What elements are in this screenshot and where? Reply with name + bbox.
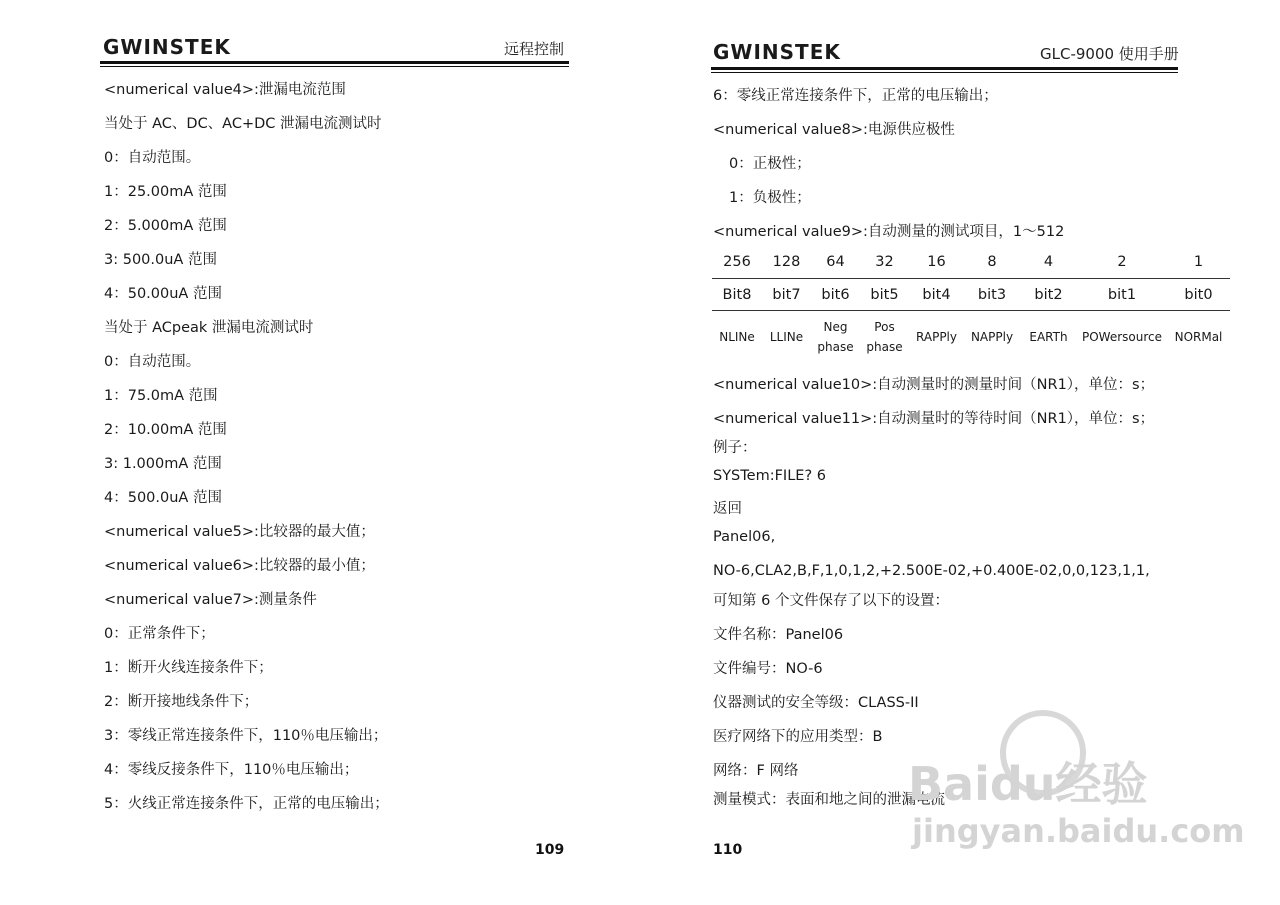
gwinstek-logo-right: GWINSTEK	[713, 40, 841, 64]
manual-title-right: GLC-9000 使用手册	[1040, 45, 1179, 63]
text-line: Panel06,	[713, 529, 776, 545]
test-item-label: Pos	[874, 320, 895, 334]
header-rule-left-thin	[100, 66, 569, 67]
text-line: 5：火线正常连接条件下，正常的电压输出；	[104, 796, 389, 812]
text-line: <numerical value10>:自动测量时的测量时间（NR1），单位：s；	[713, 377, 1155, 393]
bit-value-cell: 256	[712, 246, 762, 279]
text-line: 1：25.00mA 范围	[104, 184, 227, 200]
text-line: <numerical value7>:测量条件	[104, 592, 317, 608]
text-line: 4：500.0uA 范围	[104, 490, 222, 506]
bit-table	[712, 246, 1230, 363]
text-line: 3：零线正常连接条件下，110％电压输出；	[104, 728, 388, 744]
text-line: 文件名称：Panel06	[713, 627, 844, 643]
text-line: 2：断开接地线条件下；	[104, 694, 259, 710]
bit-index-cell: bit7	[762, 279, 811, 311]
text-line: 当处于 AC、DC、AC+DC 泄漏电流测试时	[104, 116, 382, 132]
page-number-left: 109	[535, 842, 565, 858]
header-rule-right-thin	[711, 72, 1178, 73]
watermark-url: jingyan.baidu.com	[912, 812, 1245, 850]
test-item-cell	[712, 311, 762, 364]
text-line: 6：零线正常连接条件下，正常的电压输出；	[713, 88, 998, 104]
text-line: <numerical value11>:自动测量时的等待时间（NR1），单位：s；	[713, 411, 1155, 427]
text-line: 网络：F 网络	[713, 763, 799, 779]
text-line: 文件编号：NO-6	[713, 661, 823, 677]
text-line: SYSTem:FILE? 6	[713, 468, 826, 484]
bit-value-cell: 64	[811, 246, 860, 279]
bit-value-cell: 16	[909, 246, 964, 279]
section-title-left: 远程控制	[504, 40, 565, 58]
bit-index-cell: bit6	[811, 279, 860, 311]
bit-index-cell: bit4	[909, 279, 964, 311]
text-line: 2：5.000mA 范围	[104, 218, 227, 234]
bit-value-cell: 4	[1020, 246, 1077, 279]
text-line: <numerical value8>:电源供应极性	[713, 122, 955, 138]
text-line: 医疗网络下的应用类型：B	[713, 729, 883, 745]
text-line: 0：自动范围。	[104, 354, 201, 370]
text-line: 测量模式：表面和地之间的泄漏电流	[713, 792, 945, 808]
watermark-brand: Baidu经验	[908, 757, 1148, 811]
bit-value-row	[712, 246, 1230, 279]
text-line: 例子：	[713, 440, 757, 456]
bit-index-cell: bit2	[1020, 279, 1077, 311]
text-line: <numerical value9>:自动测量的测试项目，1～512	[713, 224, 1065, 240]
text-line: <numerical value5>:比较器的最大值；	[104, 524, 375, 540]
text-line: 1：75.0mA 范围	[104, 388, 218, 404]
text-line: 2：10.00mA 范围	[104, 422, 227, 438]
gwinstek-logo-left: GWINSTEK	[103, 35, 231, 59]
text-line: 1：负极性；	[729, 190, 811, 206]
text-line: 0：正常条件下；	[104, 626, 215, 642]
text-line: 3: 1.000mA 范围	[104, 456, 222, 472]
text-line: 3: 500.0uA 范围	[104, 252, 217, 268]
bit-value-cell: 128	[762, 246, 811, 279]
text-line: 返回	[713, 501, 742, 517]
text-line: 可知第 6 个文件保存了以下的设置：	[713, 593, 949, 609]
test-item-row	[712, 311, 1230, 364]
test-item-cell	[1020, 311, 1077, 364]
test-item-label: LLINe	[769, 330, 804, 344]
bit-index-cell: bit1	[1077, 279, 1167, 311]
bit-value-cell: 32	[860, 246, 909, 279]
test-item-cell	[860, 311, 909, 364]
test-item-label: NLINe	[719, 330, 755, 344]
text-line: 仪器测试的安全等级：CLASS-II	[713, 695, 919, 711]
test-item-label: RAPPly	[916, 330, 957, 344]
test-item-cell	[1077, 311, 1167, 364]
test-item-cell	[811, 311, 860, 364]
test-item-label: EARTh	[1029, 330, 1068, 344]
test-item-label: POWersource	[1081, 330, 1162, 344]
page-number-right: 110	[713, 842, 743, 858]
bit-index-cell: bit3	[964, 279, 1020, 311]
text-line: NO-6,CLA2,B,F,1,0,1,2,+2.500E-02,+0.400E-02,0,0,123,1,1,	[713, 563, 1150, 579]
bit-value-cell: 8	[964, 246, 1020, 279]
test-item-label: NAPPly	[970, 330, 1014, 344]
test-item-label-line2: phase	[817, 340, 854, 354]
bit-value-cell: 1	[1167, 246, 1230, 279]
bit-value-cell: 2	[1077, 246, 1167, 279]
text-line: <numerical value4>:泄漏电流范围	[104, 82, 346, 98]
text-line: <numerical value6>:比较器的最小值；	[104, 558, 375, 574]
text-line: 4：零线反接条件下，110％电压输出；	[104, 762, 359, 778]
text-line: 1：断开火线连接条件下；	[104, 660, 273, 676]
test-item-label: NORMal	[1174, 330, 1223, 344]
text-line: 当处于 ACpeak 泄漏电流测试时	[104, 320, 314, 336]
test-item-cell	[1167, 311, 1230, 364]
bit-name-row	[712, 279, 1230, 311]
bit-index-cell: Bit8	[712, 279, 762, 311]
text-line: 0：正极性；	[729, 156, 811, 172]
test-item-cell	[909, 311, 964, 364]
header-rule-left	[100, 61, 569, 64]
test-item-label-line2: phase	[866, 340, 903, 354]
test-item-label: Neg	[823, 320, 848, 334]
test-item-cell	[762, 311, 811, 364]
bit-index-cell: bit5	[860, 279, 909, 311]
text-line: 0：自动范围。	[104, 150, 201, 166]
header-rule-right	[711, 67, 1178, 70]
text-line: 4：50.00uA 范围	[104, 286, 222, 302]
bit-index-cell: bit0	[1167, 279, 1230, 311]
test-item-cell	[964, 311, 1020, 364]
